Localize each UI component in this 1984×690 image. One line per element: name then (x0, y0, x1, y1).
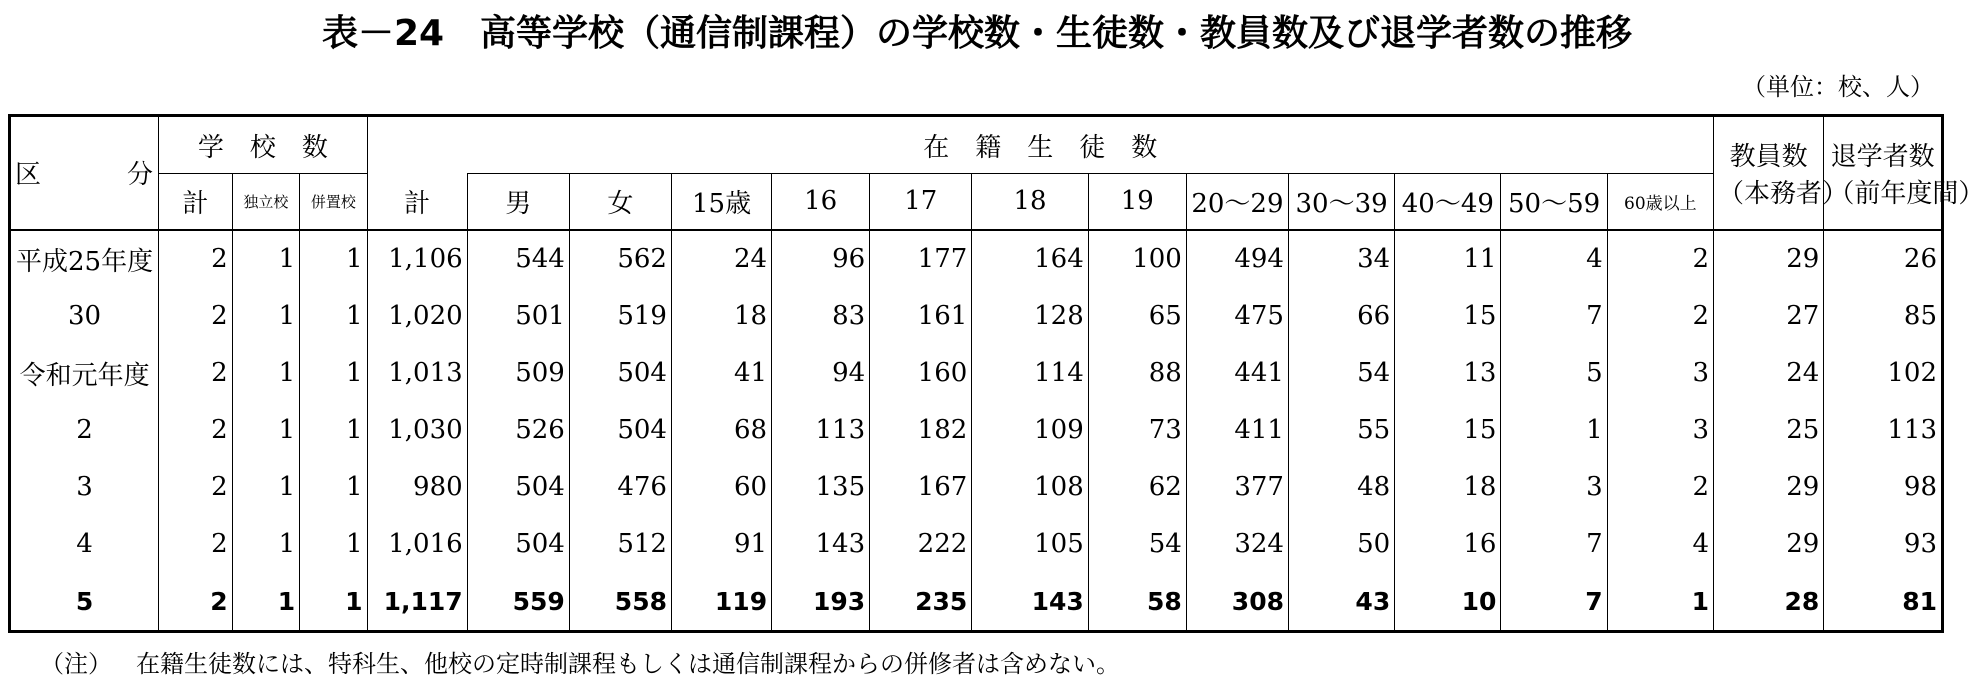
header-school-attached: 併置校 (300, 174, 367, 230)
table-cell: 1,013 (367, 345, 467, 402)
table-cell: 60 (671, 459, 771, 516)
table-cell: 81 (1824, 573, 1943, 632)
header-age-20-29: 20～29 (1186, 174, 1288, 230)
table-row (10, 288, 1943, 345)
table-cell: 105 (972, 516, 1088, 573)
table-cell: 91 (671, 516, 771, 573)
table-cell: 50 (1288, 516, 1394, 573)
table-cell: 108 (972, 459, 1088, 516)
table-cell: 1 (232, 516, 299, 573)
table-cell: 7 (1501, 573, 1607, 632)
table-cell: 476 (569, 459, 671, 516)
table-cell: 164 (972, 230, 1088, 288)
table-cell: 24 (1714, 345, 1824, 402)
unit-label: （単位：校、人） (1742, 73, 1934, 101)
table-cell: 3 (1607, 345, 1713, 402)
header-age-16: 16 (772, 174, 870, 230)
table-cell: 562 (569, 230, 671, 288)
table-cell: 15 (1395, 288, 1501, 345)
table-cell: 2 (159, 459, 233, 516)
table-cell: 1,117 (367, 573, 467, 632)
table-row (10, 516, 1943, 573)
table-cell: 7 (1501, 516, 1607, 573)
table-cell: 1 (232, 459, 299, 516)
table-cell: 1,016 (367, 516, 467, 573)
table-cell: 441 (1186, 345, 1288, 402)
table-cell: 13 (1395, 345, 1501, 402)
header-female: 女 (569, 174, 671, 230)
table-cell: 114 (972, 345, 1088, 402)
table-row (10, 230, 1943, 288)
table-cell: 1 (300, 230, 367, 288)
table-row (10, 402, 1943, 459)
table-cell: 68 (671, 402, 771, 459)
table-cell: 128 (972, 288, 1088, 345)
table-cell: 2 (159, 288, 233, 345)
table-cell: 24 (671, 230, 771, 288)
table-cell: 109 (972, 402, 1088, 459)
table-cell: 96 (772, 230, 870, 288)
table-cell: 34 (1288, 230, 1394, 288)
table-cell: 1 (300, 516, 367, 573)
header-age-18: 18 (972, 174, 1088, 230)
table-cell: 18 (1395, 459, 1501, 516)
table-cell: 1 (300, 573, 367, 632)
table-cell: 193 (772, 573, 870, 632)
table-cell: 544 (467, 230, 569, 288)
table-cell: 93 (1824, 516, 1943, 573)
table-cell: 475 (1186, 288, 1288, 345)
table-cell: 2 (159, 230, 233, 288)
table-cell: 135 (772, 459, 870, 516)
row-label: 3 (76, 472, 93, 502)
table-cell: 177 (870, 230, 972, 288)
table-cell: 65 (1088, 288, 1186, 345)
footnote (40, 648, 1120, 680)
header-kubun: 区 分 (10, 116, 159, 230)
table-cell: 88 (1088, 345, 1186, 402)
header-age-30-39: 30～39 (1288, 174, 1394, 230)
table-cell: 160 (870, 345, 972, 402)
table-cell: 143 (972, 573, 1088, 632)
table-cell: 558 (569, 573, 671, 632)
table-cell: 980 (367, 459, 467, 516)
table-cell: 119 (671, 573, 771, 632)
table-cell: 54 (1088, 516, 1186, 573)
table-cell: 11 (1395, 230, 1501, 288)
table-cell: 62 (1088, 459, 1186, 516)
statistics-table (8, 114, 1984, 633)
table-cell: 29 (1714, 230, 1824, 288)
header-enrolled-students: 在 籍 生 徒 数 (367, 116, 1713, 174)
table-cell: 1 (300, 402, 367, 459)
header-age-15: 15歳 (671, 174, 771, 230)
table-cell: 182 (870, 402, 972, 459)
table-cell: 504 (467, 516, 569, 573)
table-cell: 3 (1501, 459, 1607, 516)
table-cell: 16 (1395, 516, 1501, 573)
table-cell: 494 (1186, 230, 1288, 288)
footnote-text: 在籍生徒数には、特科生、他校の定時制課程もしくは通信制課程からの併修者は含めない。 (136, 650, 1120, 678)
table-cell: 559 (467, 573, 569, 632)
table-cell: 167 (870, 459, 972, 516)
table-cell: 512 (569, 516, 671, 573)
table-cell: 1 (300, 345, 367, 402)
table-cell: 2 (159, 573, 233, 632)
table-title: 表－24 高等学校（通信制課程）の学校数・生徒数・教員数及び退学者数の推移 (321, 13, 1633, 54)
table-cell: 102 (1824, 345, 1943, 402)
table-cell: 18 (671, 288, 771, 345)
table-cell: 3 (1607, 402, 1713, 459)
header-age-50-59: 50～59 (1501, 174, 1607, 230)
table-cell: 94 (772, 345, 870, 402)
header-teachers: 教員数 （本務者） (1714, 116, 1824, 230)
table-cell: 28 (1714, 573, 1824, 632)
table-cell: 1 (1501, 402, 1607, 459)
table-cell: 2 (159, 516, 233, 573)
table-cell: 1,020 (367, 288, 467, 345)
table-cell: 5 (1501, 345, 1607, 402)
header-age-60-plus: 60歳以上 (1607, 174, 1713, 230)
table-cell: 55 (1288, 402, 1394, 459)
table-cell: 4 (1607, 516, 1713, 573)
header-age-17: 17 (870, 174, 972, 230)
table-cell: 2 (1607, 459, 1713, 516)
table-row (10, 573, 1943, 632)
row-label: 令和元年度 (19, 360, 150, 391)
table-cell: 4 (1501, 230, 1607, 288)
table-cell: 1 (1607, 573, 1713, 632)
row-label: 30 (68, 301, 102, 331)
table-cell: 2 (159, 345, 233, 402)
table-cell: 10 (1395, 573, 1501, 632)
row-label: 5 (75, 586, 94, 616)
table-cell: 519 (569, 288, 671, 345)
table-cell: 2 (159, 402, 233, 459)
table-cell: 66 (1288, 288, 1394, 345)
table-cell: 2 (1607, 230, 1713, 288)
header-age-19: 19 (1088, 174, 1186, 230)
table-cell: 43 (1288, 573, 1394, 632)
table-cell: 27 (1714, 288, 1824, 345)
header-school-independent: 独立校 (232, 174, 299, 230)
table-cell: 308 (1186, 573, 1288, 632)
table-cell: 29 (1714, 516, 1824, 573)
table-cell: 41 (671, 345, 771, 402)
table-cell: 1 (232, 573, 299, 632)
table-cell: 504 (569, 402, 671, 459)
table-cell: 235 (870, 573, 972, 632)
table-cell: 98 (1824, 459, 1943, 516)
header-student-total: 計 (367, 174, 467, 230)
table-cell: 222 (870, 516, 972, 573)
table-cell: 73 (1088, 402, 1186, 459)
table-cell: 143 (772, 516, 870, 573)
table-cell: 1 (232, 288, 299, 345)
table-cell: 85 (1824, 288, 1943, 345)
table-cell: 161 (870, 288, 972, 345)
table-cell: 411 (1186, 402, 1288, 459)
table-cell: 1,106 (367, 230, 467, 288)
table-cell: 100 (1088, 230, 1186, 288)
footnote-prefix: （注） (40, 650, 112, 678)
row-label: 4 (76, 529, 93, 559)
table-cell: 29 (1714, 459, 1824, 516)
header-age-40-49: 40～49 (1395, 174, 1501, 230)
table-row (10, 345, 1943, 402)
table-cell: 25 (1714, 402, 1824, 459)
table-cell: 58 (1088, 573, 1186, 632)
header-male: 男 (467, 174, 569, 230)
table-cell: 1 (300, 288, 367, 345)
table-cell: 1 (232, 345, 299, 402)
table-cell: 54 (1288, 345, 1394, 402)
table-cell: 324 (1186, 516, 1288, 573)
row-label: 2 (76, 415, 93, 445)
table-cell: 1 (232, 402, 299, 459)
table-cell: 504 (569, 345, 671, 402)
table-cell: 526 (467, 402, 569, 459)
header-dropouts: 退学者数 （前年度間） (1824, 116, 1943, 230)
table-cell: 113 (772, 402, 870, 459)
table-cell: 48 (1288, 459, 1394, 516)
table-cell: 2 (1607, 288, 1713, 345)
header-school-total: 計 (159, 174, 233, 230)
header-school-count: 学 校 数 (159, 116, 367, 174)
table-cell: 1,030 (367, 402, 467, 459)
table-cell: 501 (467, 288, 569, 345)
table-cell: 1 (232, 230, 299, 288)
table-cell: 509 (467, 345, 569, 402)
table-cell: 113 (1824, 402, 1943, 459)
table-cell: 377 (1186, 459, 1288, 516)
table-cell: 1 (300, 459, 367, 516)
table-cell: 83 (772, 288, 870, 345)
table-row (10, 459, 1943, 516)
table-cell: 26 (1824, 230, 1943, 288)
row-label: 平成25年度 (16, 246, 154, 277)
table-cell: 15 (1395, 402, 1501, 459)
table-cell: 504 (467, 459, 569, 516)
table-cell: 7 (1501, 288, 1607, 345)
